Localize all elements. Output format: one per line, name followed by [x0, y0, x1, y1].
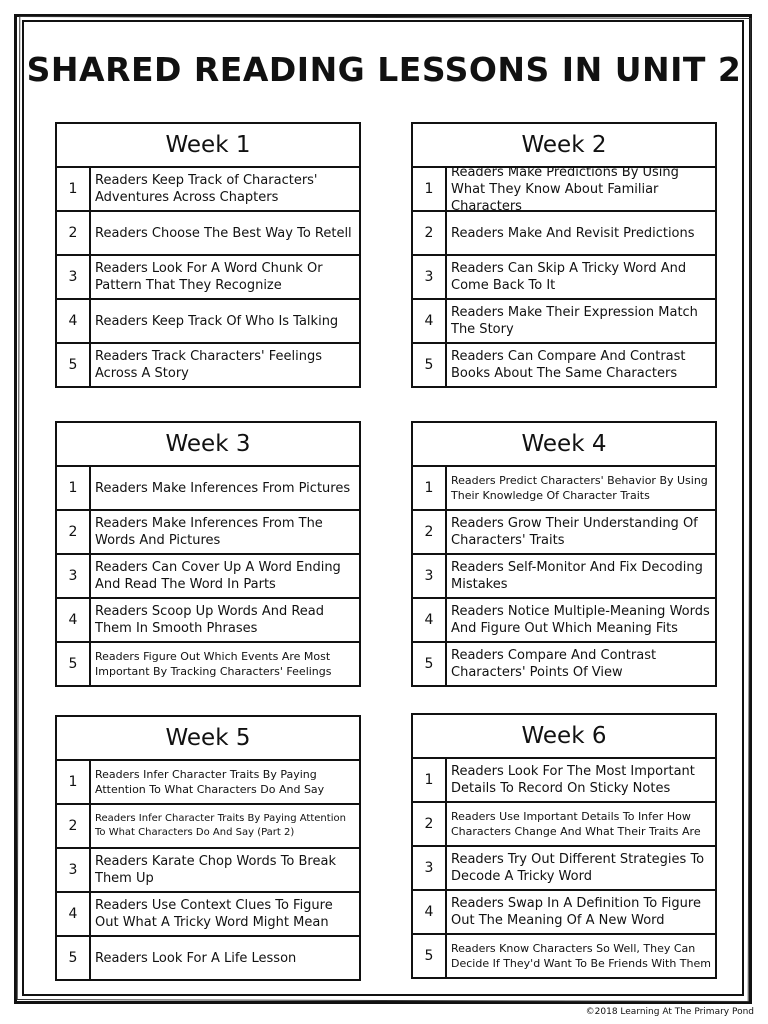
lesson-title: Readers Self-Monitor And Fix Decoding Mistakes [451, 560, 703, 592]
lesson-row [57, 467, 359, 511]
week-header: Week 4 [413, 423, 715, 467]
lesson-row [413, 300, 715, 344]
lesson-row [57, 805, 359, 849]
lesson-number: 4 [413, 891, 447, 933]
lesson-row [413, 935, 715, 977]
lesson-number: 2 [57, 805, 91, 847]
lesson-title: Readers Look For A Life Lesson [95, 950, 297, 966]
week-5-table [55, 715, 361, 981]
lesson-number: 3 [57, 555, 91, 597]
lesson-title: Readers Can Skip A Tricky Word And Come Back To It [451, 261, 687, 293]
lesson-number: 5 [413, 344, 447, 386]
lesson-title: Readers Predict Characters' Behavior By Using Their Knowledge Of Character Traits [451, 474, 708, 502]
lesson-title: Readers Compare And Contrast Characters' Points Of View [451, 648, 657, 680]
lesson-number: 2 [413, 212, 447, 254]
lesson-row [413, 599, 715, 643]
lesson-row [413, 555, 715, 599]
lesson-title: Readers Swap In A Definition To Figure Out The Meaning Of A New Word [451, 896, 701, 928]
lesson-row [57, 168, 359, 212]
lesson-title: Readers Look For A Word Chunk Or Pattern That They Recognize [95, 261, 323, 293]
lesson-title: Readers Can Cover Up A Word Ending And Read The Word In Parts [95, 560, 341, 592]
lesson-title: Readers Karate Chop Words To Break Them Up [95, 854, 336, 886]
lesson-number: 3 [413, 256, 447, 298]
lesson-number: 4 [57, 300, 91, 342]
week-header: Week 5 [57, 717, 359, 761]
lesson-title: Readers Grow Their Understanding Of Characters' Traits [451, 516, 698, 548]
lesson-title: Readers Infer Character Traits By Paying Attention To What Characters Do And Say [95, 768, 325, 796]
week-2-table [411, 122, 717, 388]
lesson-row [413, 344, 715, 386]
week-4-table [411, 421, 717, 687]
lesson-row [57, 599, 359, 643]
lesson-number: 2 [57, 212, 91, 254]
lesson-title: Readers Infer Character Traits By Paying Attention To What Characters Do And Say (Part 2) [95, 813, 346, 838]
lesson-row [57, 256, 359, 300]
lesson-row [413, 803, 715, 847]
lesson-title: Readers Make Inferences From Pictures [95, 480, 351, 496]
lesson-number: 1 [413, 168, 447, 210]
lesson-title: Readers Scoop Up Words And Read Them In Smooth Phrases [95, 604, 325, 636]
lesson-row [413, 643, 715, 685]
lesson-title: Readers Make Inferences From The Words And Pictures [95, 516, 323, 548]
lesson-title: Readers Look For The Most Important Details To Record On Sticky Notes [451, 764, 695, 796]
lesson-row [57, 643, 359, 685]
lesson-row [57, 344, 359, 386]
week-header: Week 6 [413, 715, 715, 759]
lesson-row [57, 300, 359, 344]
lesson-number: 5 [413, 935, 447, 977]
lesson-title: Readers Keep Track Of Who Is Talking [95, 313, 339, 329]
lesson-title: Readers Make Their Expression Match The Story [451, 305, 698, 337]
week-6-table [411, 713, 717, 979]
lesson-number: 1 [57, 761, 91, 803]
lesson-number: 5 [413, 643, 447, 685]
lesson-row [413, 759, 715, 803]
lesson-title: Readers Use Context Clues To Figure Out What A Tricky Word Might Mean [95, 898, 333, 930]
lesson-row [413, 164, 715, 214]
lesson-row [413, 891, 715, 935]
lesson-title: Readers Notice Multiple-Meaning Words And Figure Out Which Meaning Fits [451, 604, 710, 636]
lesson-number: 3 [57, 256, 91, 298]
lesson-row [57, 212, 359, 256]
week-header: Week 1 [57, 124, 359, 168]
lesson-row [413, 212, 715, 256]
lesson-number: 5 [57, 937, 91, 979]
lesson-title: Readers Choose The Best Way To Retell [95, 225, 352, 241]
lesson-row [413, 256, 715, 300]
page-title: SHARED READING LESSONS IN UNIT 2 [26, 50, 742, 89]
lesson-number: 3 [413, 555, 447, 597]
lesson-number: 3 [413, 847, 447, 889]
copyright-notice: ©2018 Learning At The Primary Pond [585, 1007, 754, 1017]
lesson-title: Readers Can Compare And Contrast Books About The Same Characters [451, 349, 686, 381]
lesson-title: Readers Make Predictions By Using What They Know About Familiar Characters [451, 164, 679, 214]
lesson-number: 2 [57, 511, 91, 553]
week-header: Week 3 [57, 423, 359, 467]
week-3-table [55, 421, 361, 687]
lesson-row [57, 893, 359, 937]
lesson-row [57, 937, 359, 979]
lesson-row [413, 847, 715, 891]
lesson-number: 1 [57, 467, 91, 509]
lesson-number: 2 [413, 511, 447, 553]
lesson-row [57, 511, 359, 555]
lesson-row [413, 511, 715, 555]
lesson-number: 4 [57, 599, 91, 641]
week-1-table [55, 122, 361, 388]
lesson-title: Readers Try Out Different Strategies To Decode A Tricky Word [451, 852, 705, 884]
lesson-title: Readers Make And Revisit Predictions [451, 225, 695, 241]
lesson-number: 1 [57, 168, 91, 210]
lesson-number: 4 [413, 300, 447, 342]
lesson-number: 4 [57, 893, 91, 935]
lesson-number: 3 [57, 849, 91, 891]
week-header: Week 2 [413, 124, 715, 168]
lesson-title: Readers Know Characters So Well, They Can Decide If They'd Want To Be Friends With Them [451, 942, 711, 970]
lesson-number: 4 [413, 599, 447, 641]
lesson-row [57, 849, 359, 893]
lesson-title: Readers Figure Out Which Events Are Most Important By Tracking Characters' Feelings [95, 650, 332, 678]
lesson-row [57, 761, 359, 805]
lesson-number: 2 [413, 803, 447, 845]
lesson-row [57, 555, 359, 599]
lesson-title: Readers Use Important Details To Infer How Characters Change And What Their Traits Are [451, 810, 701, 838]
lesson-number: 5 [57, 344, 91, 386]
lesson-number: 5 [57, 643, 91, 685]
lesson-title: Readers Track Characters' Feelings Across A Story [95, 349, 322, 381]
lesson-row [413, 467, 715, 511]
lesson-title: Readers Keep Track of Characters' Adventures Across Chapters [95, 173, 318, 205]
lesson-number: 1 [413, 467, 447, 509]
lesson-number: 1 [413, 759, 447, 801]
